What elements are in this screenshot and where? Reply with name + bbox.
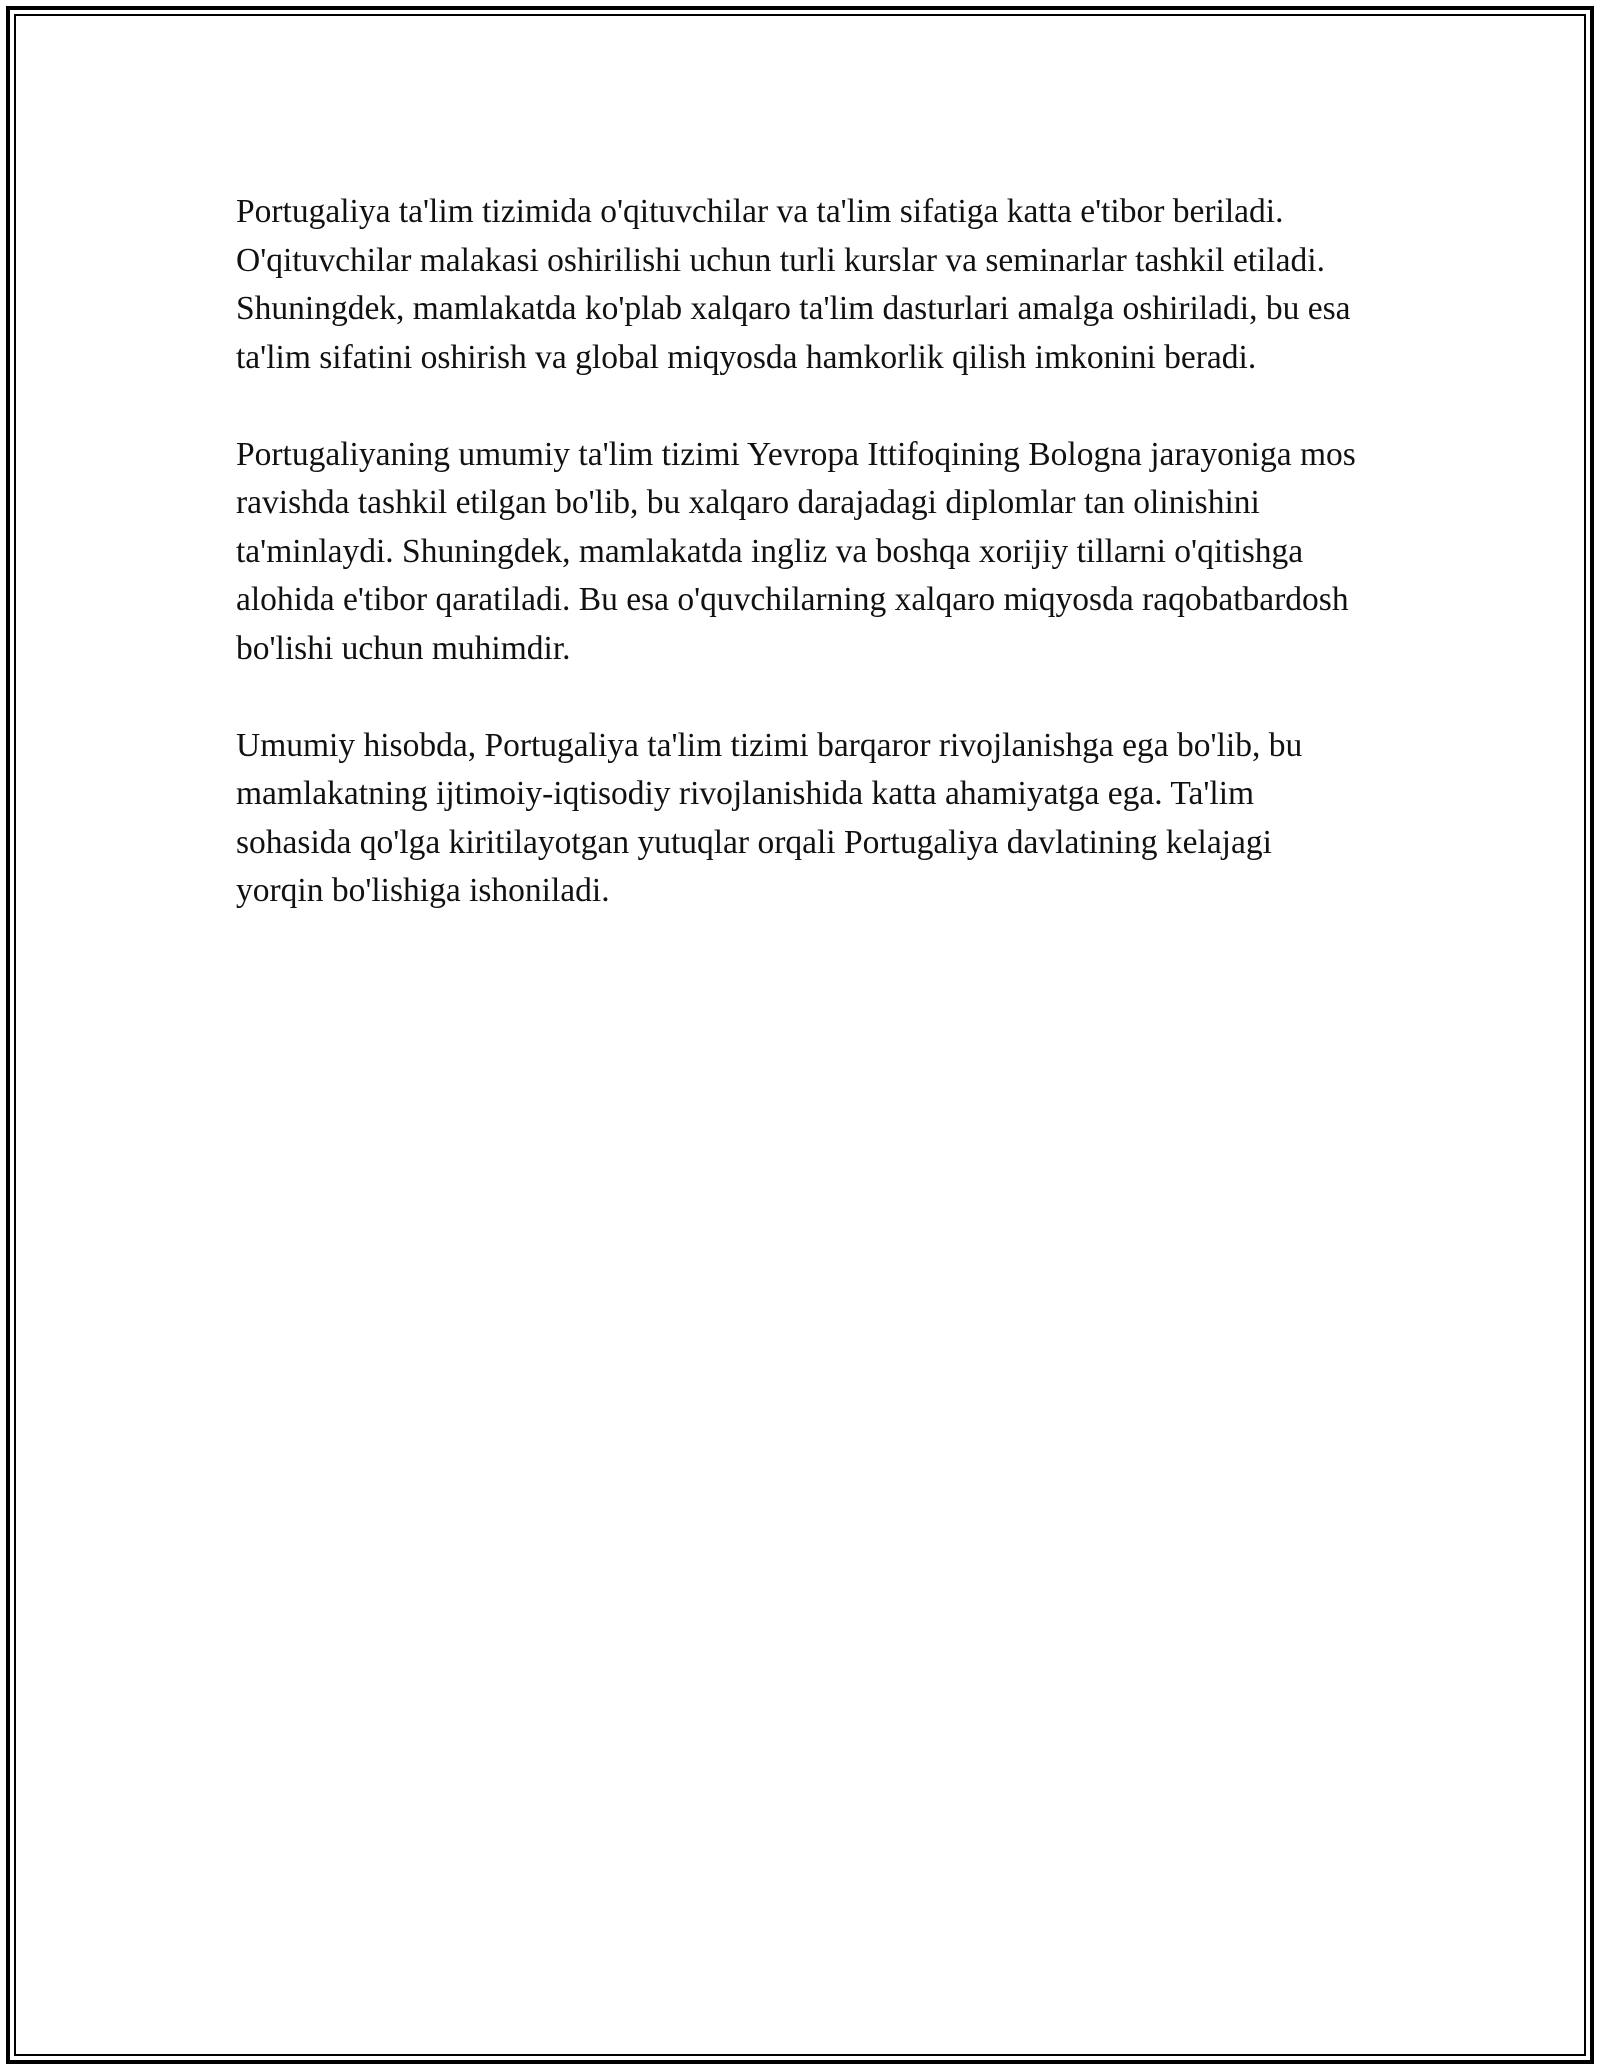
paragraph-3: Umumiy hisobda, Portugaliya ta'lim tizimi barqaror rivojlanishga ega bo'lib, bu mamlakatning ijtimoiy-iqtisodiy rivojlanishida katta ahamiyatga ega. Ta'lim sohasida qo'lga kiritilayotgan yutuqlar orqali Portugaliya davlatining kelajagi yorqin bo'lishiga ishoniladi. (236, 726, 1303, 909)
paragraph-2: Portugaliyaning umumiy ta'lim tizimi Yevropa Ittifoqining Bologna jarayoniga mos ravishda tashkil etilgan bo'lib, bu xalqaro darajadagi diplomlar tan olinishini ta'minlaydi. Shuningdek, mamlakatda ingliz va boshqa xorijiy tillarni o'qitishga alohida e'tibor qaratiladi. Bu esa o'quvchilarning xalqaro miqyosda raqobatbardosh bo'lishi uchun muhimdir. (236, 435, 1356, 667)
document-body (236, 188, 1366, 916)
paragraph-1: Portugaliya ta'lim tizimida o'qituvchilar va ta'lim sifatiga katta e'tibor beriladi. O'qituvchilar malakasi oshirilishi uchun turli kurslar va seminarlar tashkil etiladi. Shuningdek, mamlakatda ko'plab xalqaro ta'lim dasturlari amalga oshiriladi, bu esa ta'lim sifatini oshirish va global miqyosda hamkorlik qilish imkonini beradi. (236, 193, 1351, 376)
